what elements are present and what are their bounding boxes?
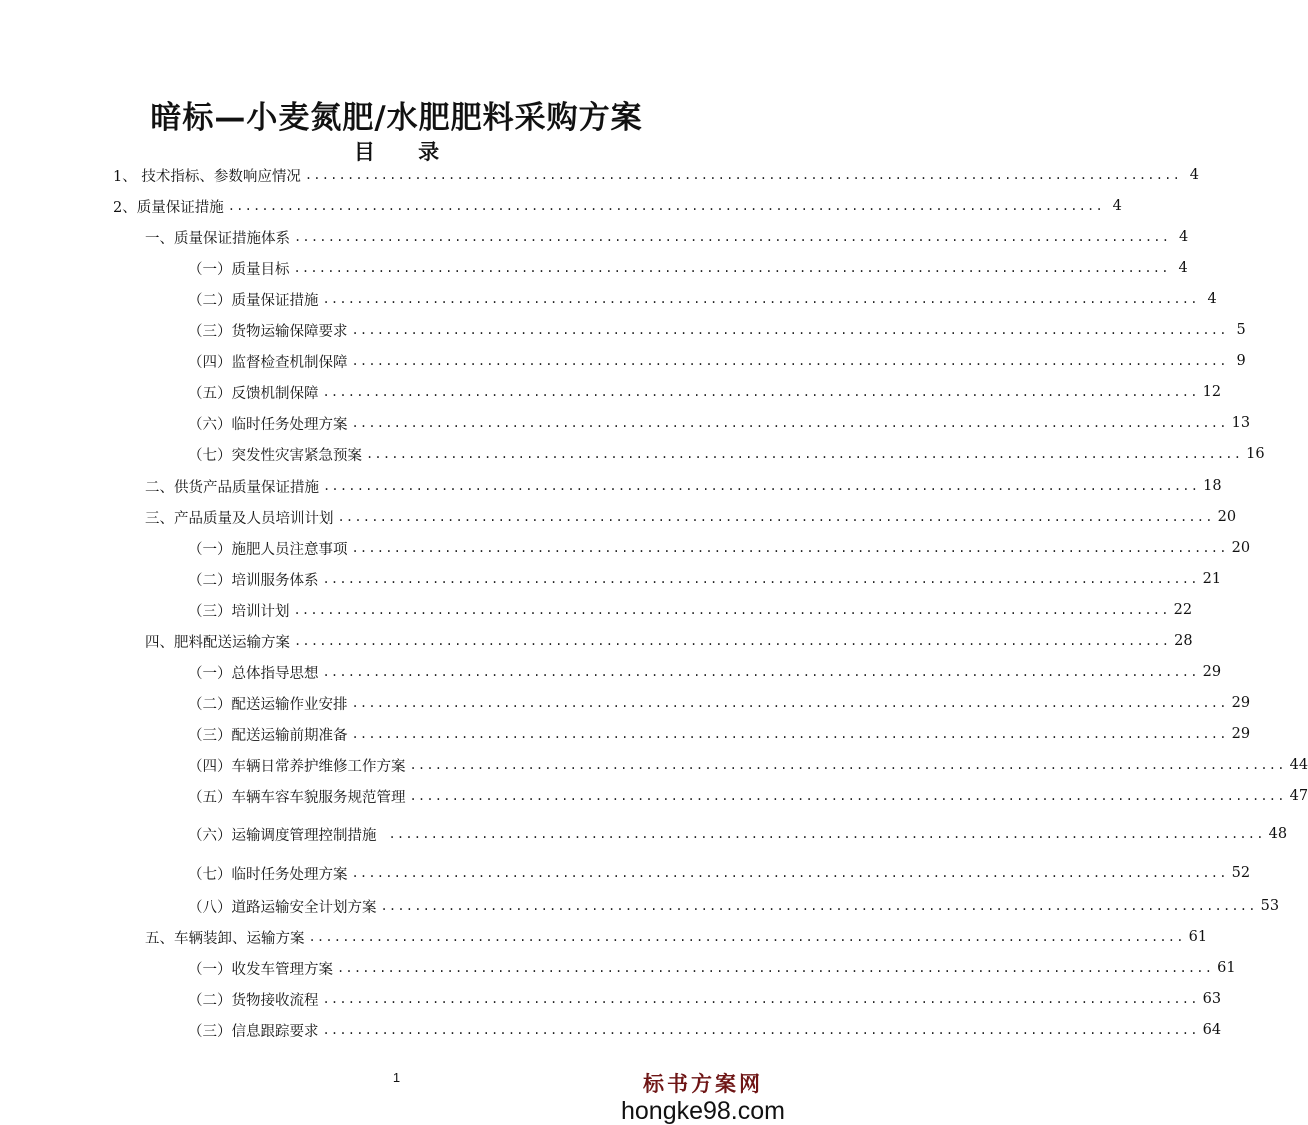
toc-leader-dots: ........................................................................................................ (409, 758, 1286, 772)
document-title: 暗标—小麦氮肥/水肥肥料采购方案 (150, 100, 643, 136)
toc-entry-page: 4 (1112, 198, 1122, 214)
toc-entry-label: （七）临时任务处理方案 (188, 866, 348, 883)
toc-entry-label: （一）施肥人员注意事项 (188, 541, 348, 558)
toc-entry-label: （五）反馈机制保障 (188, 385, 319, 402)
toc-entry-page: 18 (1203, 478, 1222, 494)
toc-leader-dots: ........................................................................................................ (323, 479, 1200, 493)
toc-entry-label: （三）信息跟踪要求 (188, 1023, 319, 1040)
toc-entry-label: （一）收发车管理方案 (188, 961, 333, 978)
toc-entry-page: 47 (1289, 788, 1308, 804)
toc-entry[interactable] (188, 351, 1246, 371)
toc-leader-dots: ........................................................................................................ (351, 541, 1228, 555)
toc-leader-dots: ........................................................................................................ (351, 354, 1228, 368)
toc-entry-label: （二）质量保证措施 (188, 292, 319, 309)
toc-entry-page: 53 (1260, 898, 1280, 914)
toc-leader-dots: ........................................................................................................ (322, 292, 1199, 306)
toc-entry-page: 63 (1202, 991, 1222, 1007)
toc-entry-label: （一）质量目标 (188, 261, 290, 278)
toc-leader-dots: ........................................................................................................ (304, 168, 1182, 182)
toc-entry-label: 2、质量保证措施 (113, 199, 224, 216)
toc-entry[interactable] (188, 444, 1265, 464)
toc-entry[interactable] (188, 320, 1246, 340)
toc-entry[interactable] (188, 693, 1251, 713)
toc-entry-label: （五）车辆车容车貌服务规范管理 (188, 789, 406, 806)
toc-entry[interactable] (188, 569, 1222, 589)
toc-leader-dots: ........................................................................................................ (366, 447, 1243, 461)
toc-leader-dots: ........................................................................................................ (351, 323, 1228, 337)
toc-entry[interactable] (188, 1020, 1222, 1040)
toc-entry-label: （二）培训服务体系 (188, 572, 319, 589)
toc-leader-dots: ........................................................................................................ (294, 230, 1171, 244)
toc-entry-label: （一）总体指导思想 (188, 665, 319, 682)
toc-leader-dots: ........................................................................................................ (351, 866, 1228, 880)
toc-entry-page: 61 (1217, 960, 1236, 976)
toc-leader-dots: ........................................................................................................ (351, 416, 1228, 430)
toc-leader-dots: ........................................................................................................ (337, 961, 1214, 975)
toc-leader-dots: ........................................................................................................ (308, 930, 1185, 944)
toc-entry-page: 5 (1236, 322, 1246, 338)
toc-entry[interactable] (188, 958, 1236, 978)
toc-entry-page: 4 (1189, 167, 1200, 183)
watermark-url: hongke98.com (620, 1097, 785, 1125)
toc-entry-label: （八）道路运输安全计划方案 (188, 899, 377, 916)
toc-entry-page: 21 (1202, 571, 1222, 587)
toc-entry-page: 13 (1231, 415, 1251, 431)
toc-entry-label: 四、肥料配送运输方案 (145, 634, 290, 651)
toc-entry-page: 4 (1178, 229, 1189, 245)
toc-entry[interactable] (188, 258, 1188, 278)
toc-entry-page: 9 (1236, 353, 1246, 369)
toc-entry-page: 29 (1231, 726, 1251, 742)
toc-entry[interactable] (188, 989, 1222, 1009)
toc-leader-dots: ........................................................................................................ (322, 572, 1199, 586)
watermark-brand: 标书方案网 (642, 1071, 763, 1096)
toc-leader-dots: ........................................................................................................ (337, 510, 1214, 524)
toc-entry-page: 12 (1202, 384, 1222, 400)
toc-entry[interactable] (188, 382, 1222, 402)
toc-entry[interactable] (188, 896, 1280, 916)
toc-entry[interactable] (113, 165, 1200, 185)
toc-heading: 目 录 (353, 140, 458, 164)
toc-leader-dots: ........................................................................................................ (388, 827, 1265, 841)
toc-entry[interactable] (188, 786, 1308, 806)
toc-entry[interactable] (188, 662, 1222, 682)
toc-entry[interactable] (188, 413, 1251, 433)
toc-entry-page: 61 (1188, 929, 1208, 945)
toc-leader-dots: ........................................................................................................ (351, 696, 1228, 710)
toc-entry-page: 44 (1289, 757, 1308, 773)
toc-entry-label: 1、 技术指标、参数响应情况 (113, 168, 301, 185)
toc-entry-label: （四）车辆日常养护维修工作方案 (188, 758, 406, 775)
toc-entry-label: （三）配送运输前期准备 (188, 727, 348, 744)
toc-entry-label: （二）货物接收流程 (188, 992, 319, 1009)
toc-entry-page: 48 (1268, 826, 1288, 842)
toc-entry[interactable] (188, 538, 1251, 558)
toc-entry-page: 22 (1173, 602, 1193, 618)
toc-leader-dots: ........................................................................................................ (322, 665, 1199, 679)
toc-entry-page: 29 (1231, 695, 1251, 711)
toc-leader-dots: ........................................................................................................ (227, 199, 1104, 213)
toc-leader-dots: ........................................................................................................ (322, 992, 1199, 1006)
toc-leader-dots: ........................................................................................................ (380, 899, 1257, 913)
toc-entry-page: 16 (1246, 446, 1265, 462)
toc-leader-dots: ........................................................................................................ (322, 1023, 1199, 1037)
toc-entry-page: 4 (1207, 291, 1217, 307)
toc-entry[interactable] (145, 227, 1189, 247)
toc-entry[interactable] (188, 289, 1217, 309)
toc-entry[interactable] (188, 755, 1308, 775)
toc-entry[interactable] (113, 196, 1122, 216)
toc-leader-dots: ........................................................................................................ (293, 261, 1170, 275)
toc-entry[interactable] (188, 824, 1288, 844)
toc-entry-page: 20 (1231, 540, 1251, 556)
toc-leader-dots: ........................................................................................................ (351, 727, 1228, 741)
toc-entry[interactable] (188, 863, 1251, 883)
toc-entry-label: （三）培训计划 (188, 603, 290, 620)
toc-entry-page: 20 (1217, 509, 1237, 525)
toc-entry-page: 4 (1178, 260, 1188, 276)
toc-entry-label: （二）配送运输作业安排 (188, 696, 348, 713)
toc-entry-page: 28 (1174, 633, 1193, 649)
toc-entry-label: （四）监督检查机制保障 (188, 354, 348, 371)
site-watermark (621, 1068, 785, 1124)
toc-entry[interactable] (145, 476, 1222, 496)
toc-entry[interactable] (145, 507, 1237, 527)
toc-entry[interactable] (188, 724, 1251, 744)
toc-entry[interactable] (145, 631, 1193, 651)
toc-leader-dots: ........................................................................................................ (322, 385, 1199, 399)
toc-entry-page: 29 (1202, 664, 1222, 680)
toc-leader-dots: ........................................................................................................ (409, 789, 1286, 803)
toc-entry-label: （三）货物运输保障要求 (188, 323, 348, 340)
toc-entry-label: 一、质量保证措施体系 (145, 230, 290, 247)
page-number: 1 (392, 1070, 401, 1085)
toc-entry-label: （六）运输调度管理控制措施 (188, 827, 377, 844)
toc-entry-label: （六）临时任务处理方案 (188, 416, 348, 433)
toc-entry-label: 五、车辆装卸、运输方案 (145, 930, 305, 947)
toc-entry-label: 三、产品质量及人员培训计划 (145, 510, 334, 527)
toc-entry[interactable] (145, 927, 1208, 947)
toc-entry-page: 52 (1231, 865, 1251, 881)
toc-entry-label: 二、供货产品质量保证措施 (145, 479, 319, 496)
toc-leader-dots: ........................................................................................................ (294, 634, 1171, 648)
toc-leader-dots: ........................................................................................................ (293, 603, 1170, 617)
toc-entry[interactable] (188, 600, 1193, 620)
toc-entry-page: 64 (1202, 1022, 1222, 1038)
toc-entry-label: （七）突发性灾害紧急预案 (188, 447, 362, 464)
